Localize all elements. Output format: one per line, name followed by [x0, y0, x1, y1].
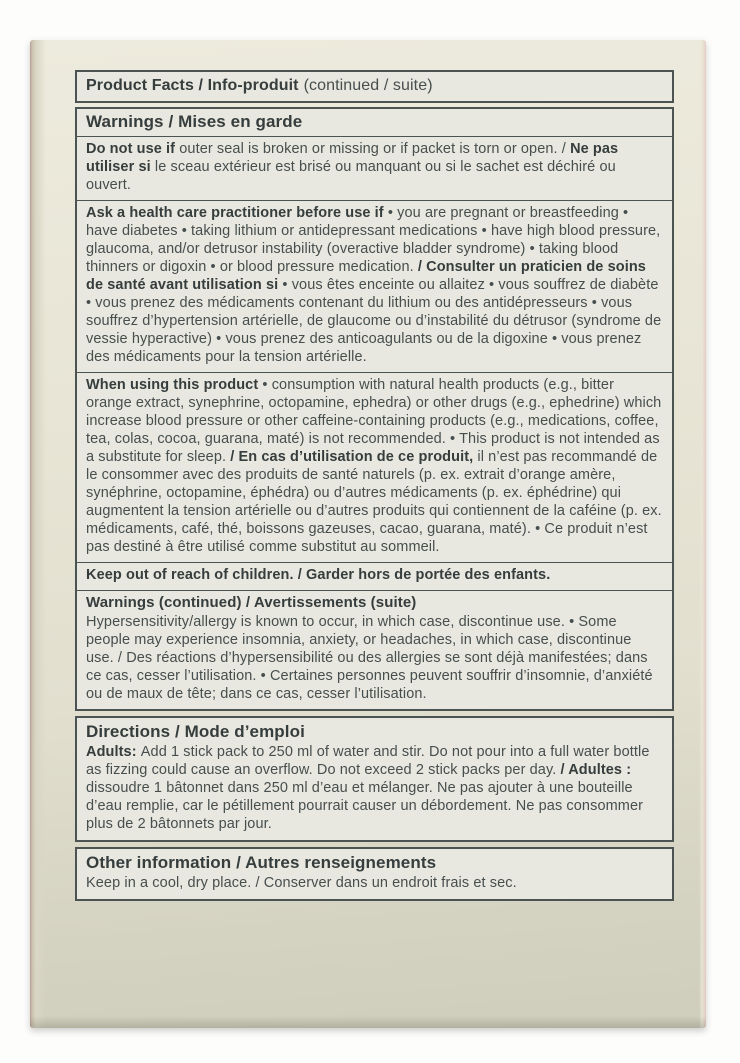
do-not-use-body-en: outer seal is broken or missing or if packet is torn or open. /: [179, 141, 571, 157]
do-not-use-lead-en: Do not use if: [86, 141, 180, 157]
when-using-body-en: • consumption with natural health products (e.g., bitter orange extract, synephrine, octopamine, ephedra) or other drugs (e.g., ephedrine) which increase blood pressure or other caffeine-containing products (e.g., medications, coffee, tea, colas, cocoa, guarana, maté) is not recommended. • This product is not intended as a substitute for sleep.: [86, 377, 662, 465]
ask-practitioner-body-en: • you are pregnant or breastfeeding • have diabetes • taking lithium or antidepressant medications • have high blood pressure, glaucoma, and/or detrusor instability (overactive bladder syndrome) • taking blood thinners or digoxin • or blood pressure medication.: [86, 205, 661, 275]
ask-practitioner-lead-en: Ask a health care practitioner before use if: [86, 205, 388, 221]
when-using-lead-en: When using this product: [86, 377, 263, 393]
do-not-use-paragraph: [77, 137, 672, 201]
directions-box: [75, 716, 674, 842]
box-right-edge: [699, 40, 706, 1028]
directions-body-fr: dissoudre 1 bâtonnet dans 250 ml d’eau et mélanger. Ne pas ajouter à une bouteille d’eau remplie, car le pétillement pourrait causer un débordement. Ne pas consommer plus de 2 bâtonnets par jour.: [86, 780, 644, 832]
other-information-box: [75, 847, 674, 901]
ask-practitioner-body-fr: • vous êtes enceinte ou allaitez • vous souffrez de diabète • vous prenez des médicaments contenant du lithium ou des antidépresseurs • vous souffrez d’hypertension artérielle, de glaucome ou d’instabilité du détrusor (syndrome de vessie hyperactive) • vous prenez des anticoagulants ou de la digoxine • vous prenez des médicaments pour la tension artérielle.: [86, 277, 662, 365]
when-using-body-fr: il n’est pas recommandé de le consommer avec des produits de santé naturels (p. ex. extrait d’orange amère, synéphrine, octopamine, éphédra) ou d’autres médicaments (p. ex. éphédrine) qui augmentent la tension artérielle ou d’autres produits qui contiennent de la caféine (p. ex. médicaments, café, thé, boissons gazeuses, cacao, guarana, maté). • Ce produit n’est pas destiné à être utilisé comme substitut au sommeil.: [86, 449, 662, 555]
when-using-lead-fr: / En cas d’utilisation de ce produit,: [230, 449, 478, 465]
ask-practitioner-lead-fr: / Consulter un praticien de soins de santé avant utilisation si: [86, 259, 646, 293]
warnings-continued-heading: Warnings (continued) / Avertissements (suite): [86, 594, 417, 611]
box-left-edge: [30, 40, 46, 1028]
panel-title-note: (continued / suite): [303, 77, 433, 94]
panel-header: [75, 70, 674, 103]
directions-lead-fr: / Adultes :: [560, 762, 632, 778]
do-not-use-lead-fr: Ne pas utiliser si: [86, 141, 619, 175]
directions-heading: Directions / Mode d’emploi: [86, 722, 305, 741]
panel-title: Product Facts / Info-produit: [86, 77, 299, 94]
warnings-box: [75, 107, 674, 711]
warnings-heading: Warnings / Mises en garde: [77, 109, 672, 137]
directions-body-en: Add 1 stick pack to 250 ml of water and stir. Do not pour into a full water bottle as fizzing could cause an overflow. Do not exceed 2 stick packs per day.: [86, 744, 650, 778]
ask-practitioner-paragraph: [77, 201, 672, 373]
do-not-use-body-fr: le sceau extérieur est brisé ou manquant ou si le sachet est déchiré ou ouvert.: [86, 159, 616, 193]
box-bottom-edge: [30, 1016, 706, 1028]
directions-paragraph: [77, 743, 672, 840]
directions-lead-en: Adults:: [86, 744, 141, 760]
warnings-continued-section: [77, 591, 672, 709]
other-information-body: Keep in a cool, dry place. / Conserver dans un endroit frais et sec.: [86, 875, 517, 891]
product-facts-panel: [75, 70, 674, 901]
warnings-continued-body: Hypersensitivity/allergy is known to occur, in which case, discontinue use. • Some people may experience insomnia, anxiety, or headaches, in which case, discontinue use. / Des réactions d’hypersensibilité ou des allergies se sont déjà manifestées; dans ce cas, cesser l’utilisation. • Certaines personnes peuvent souffrir d’insomnie, d’anxiété ou de maux de tête; dans ce cas, cesser l’utilisation.: [86, 614, 653, 702]
keep-out-of-reach-statement: Keep out of reach of children. / Garder hors de portée des enfants.: [77, 563, 672, 591]
other-information-heading: Other information / Autres renseignements: [86, 853, 437, 872]
when-using-paragraph: [77, 373, 672, 563]
